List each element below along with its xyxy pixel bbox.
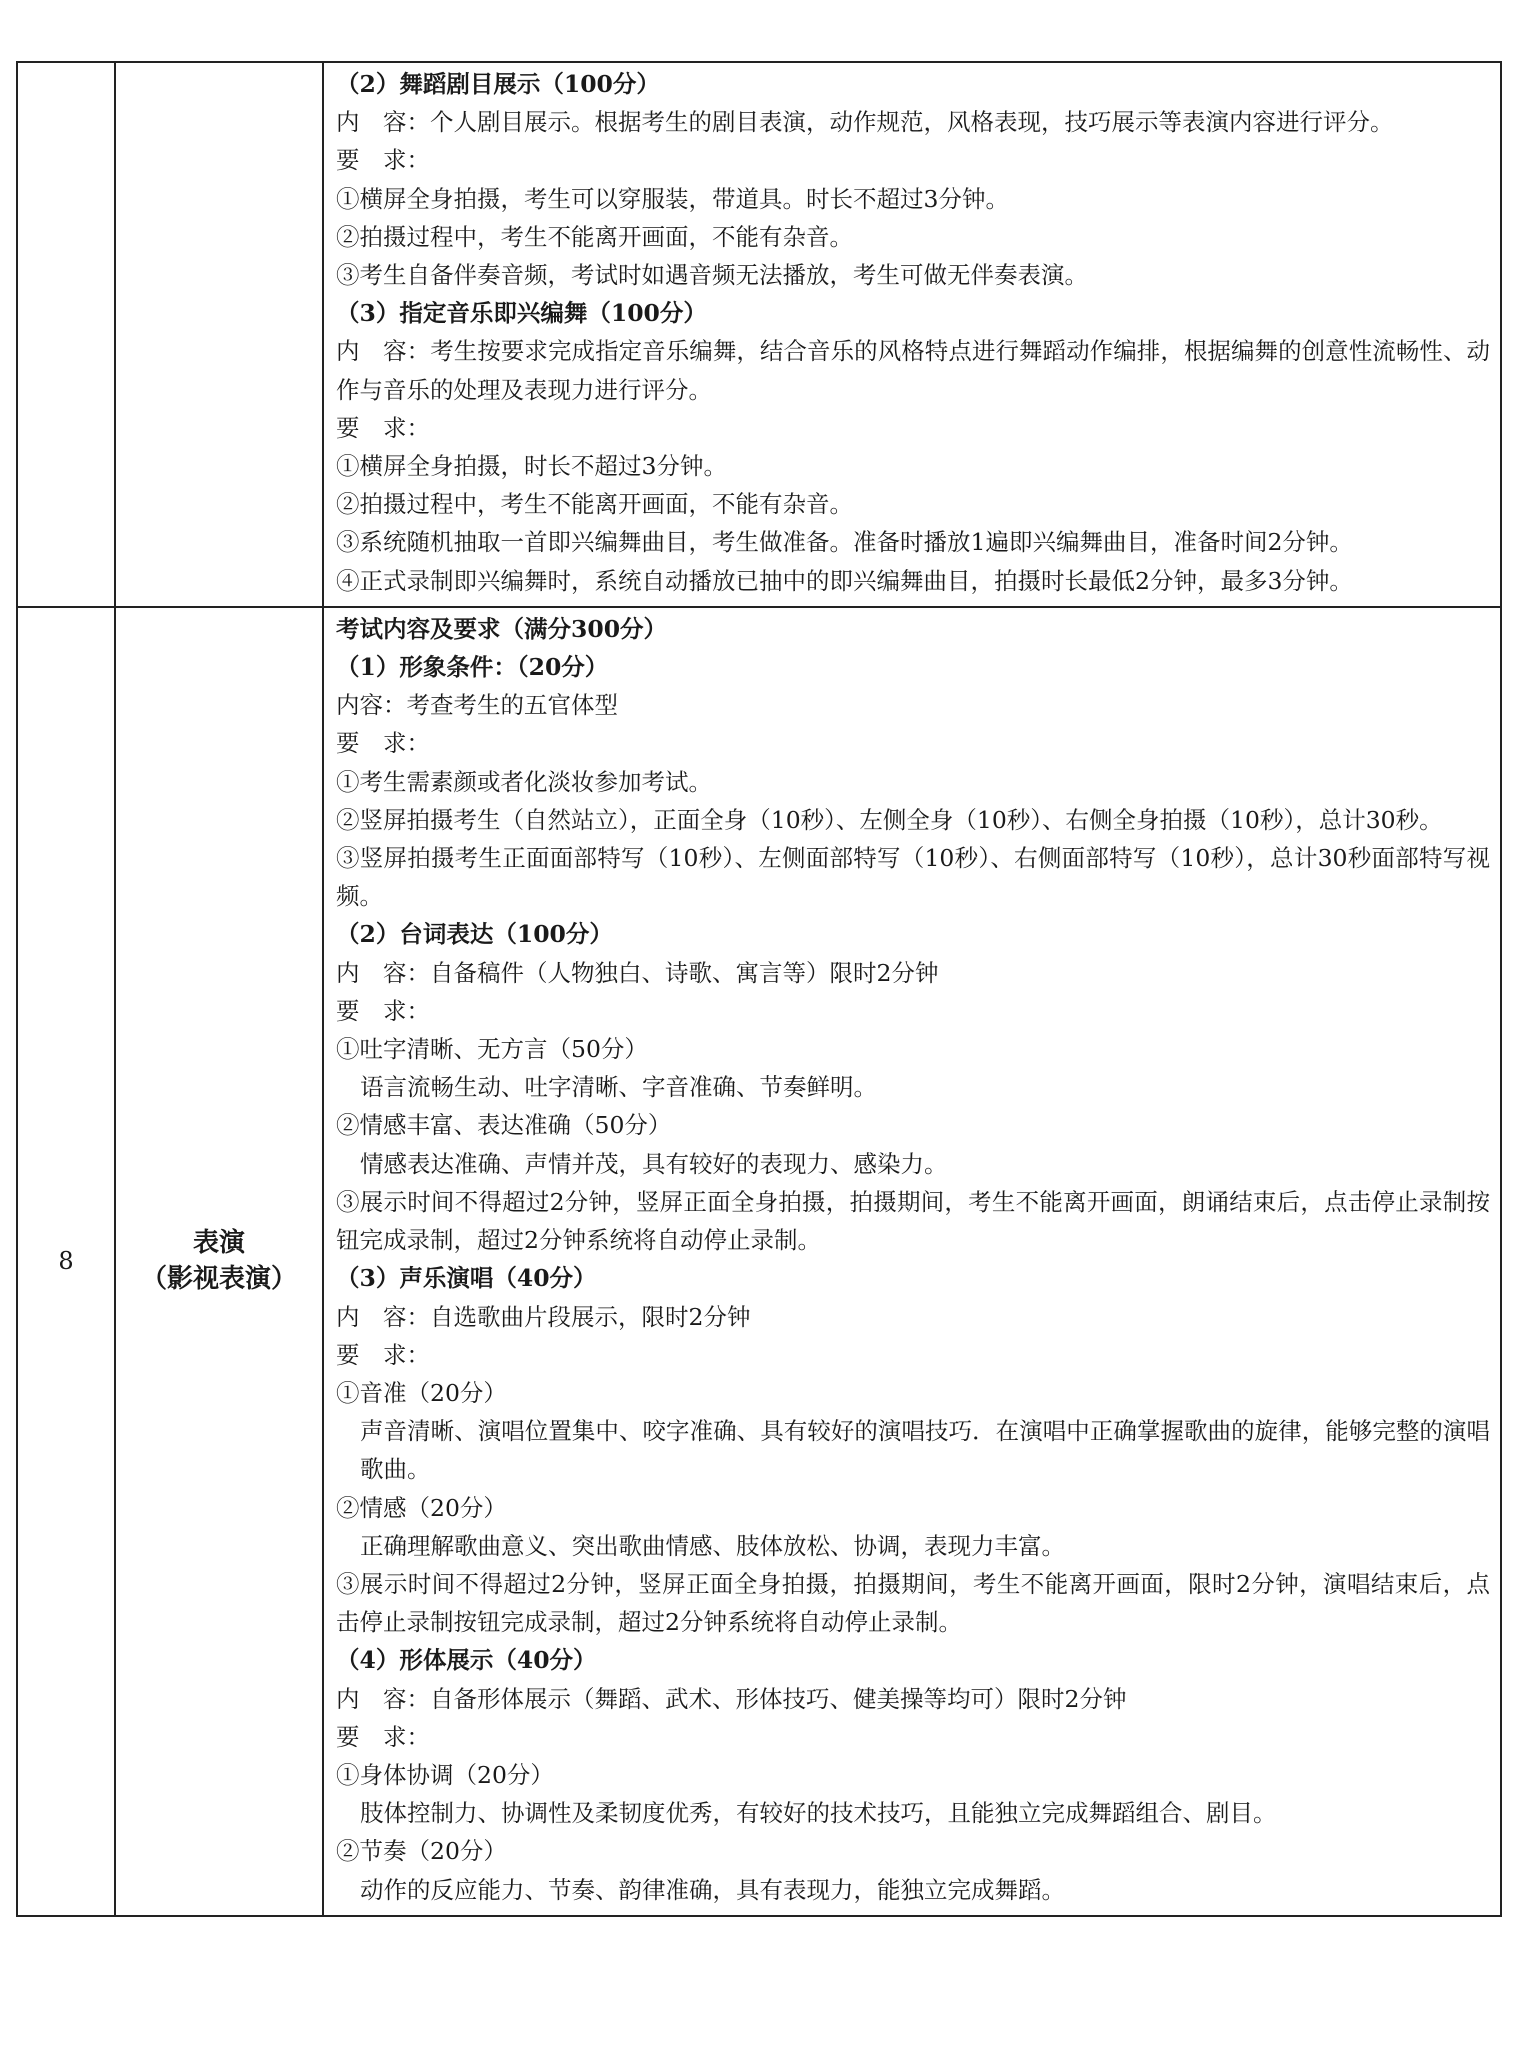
content-line: 要 求：	[336, 1340, 430, 1369]
content-line: ②情感（20分）	[336, 1493, 507, 1522]
section-heading: （3）指定音乐即兴编舞（100分）	[336, 299, 707, 328]
requirements-table	[16, 61, 1502, 1917]
section-heading: 考试内容及要求（满分300分）	[336, 614, 668, 643]
content-line: ①横屏全身拍摄，时长不超过3分钟。	[336, 452, 727, 481]
section-heading: （2）舞蹈剧目展示（100分）	[336, 70, 660, 98]
content-line: ③考生自备伴奏音频，考试时如遇音频无法播放，考生可做无伴奏表演。	[336, 261, 1088, 290]
row-number-cell	[17, 62, 115, 607]
content-line: 内 容：个人剧目展示。根据考生的剧目表演，动作规范，风格表现，技巧展示等表演内容进行评分。	[336, 108, 1394, 137]
subject-cell	[115, 62, 323, 607]
section-heading: （3）声乐演唱（40分）	[336, 1264, 597, 1293]
content-line: ②情感丰富、表达准确（50分）	[336, 1111, 672, 1140]
content-line: ③展示时间不得超过2分钟，竖屏正面全身拍摄，拍摄期间，考生不能离开画面，限时2分钟，演唱结束后，点击停止录制按钮完成录制，超过2分钟系统将自动停止录制。	[336, 1569, 1490, 1637]
row-number-cell: 8	[17, 607, 115, 1916]
content-line: ①横屏全身拍摄，考生可以穿服装，带道具。时长不超过3分钟。	[336, 184, 1009, 213]
content-line: ①音准（20分）	[336, 1378, 507, 1407]
content-line: ②竖屏拍摄考生（自然站立），正面全身（10秒）、左侧全身（10秒）、右侧全身拍摄（10秒），总计30秒。	[336, 805, 1443, 834]
content-line: ①身体协调（20分）	[336, 1760, 554, 1789]
subject-subname: （影视表演）	[140, 1264, 297, 1295]
content-lines	[324, 608, 1500, 1915]
table-row	[17, 607, 1501, 1916]
content-line: 要 求：	[336, 413, 430, 442]
content-line: ②拍摄过程中，考生不能离开画面，不能有杂音。	[336, 490, 853, 519]
content-line: 内 容：自备稿件（人物独白、诗歌、寓言等）限时2分钟	[336, 958, 939, 987]
content-line: ④正式录制即兴编舞时，系统自动播放已抽中的即兴编舞曲目，拍摄时长最低2分钟，最多3分钟。	[336, 566, 1353, 595]
content-line: ②拍摄过程中，考生不能离开画面，不能有杂音。	[336, 222, 853, 251]
content-line: ①考生需素颜或者化淡妆参加考试。	[336, 767, 712, 796]
content-line: ②节奏（20分）	[336, 1837, 507, 1866]
content-line: 要 求：	[336, 996, 430, 1025]
content-line: 内 容：考生按要求完成指定音乐编舞，结合音乐的风格特点进行舞蹈动作编排，根据编舞的创意性流畅性、动作与音乐的处理及表现力进行评分。	[336, 337, 1490, 404]
content-line: ③系统随机抽取一首即兴编舞曲目，考生做准备。准备时播放1遍即兴编舞曲目，准备时间2分钟。	[336, 528, 1353, 557]
content-cell	[323, 607, 1501, 1916]
table-row	[17, 62, 1501, 607]
content-line: 内 容：自选歌曲片段展示，限时2分钟	[336, 1302, 751, 1331]
content-line: 语言流畅生动、吐字清晰、字音准确、节奏鲜明。	[360, 1073, 877, 1102]
subject-cell	[115, 607, 323, 1916]
content-line: 动作的反应能力、节奏、韵律准确，具有表现力，能独立完成舞蹈。	[360, 1875, 1065, 1904]
content-line: 声音清晰、演唱位置集中、咬字准确、具有较好的演唱技巧．在演唱中正确掌握歌曲的旋律，能够完整的演唱歌曲。	[360, 1417, 1490, 1484]
content-line: 肢体控制力、协调性及柔韧度优秀，有较好的技术技巧，且能独立完成舞蹈组合、剧目。	[360, 1799, 1277, 1828]
subject-name: 表演	[192, 1228, 245, 1259]
content-line: 要 求：	[336, 146, 430, 175]
content-line: 要 求：	[336, 1722, 430, 1751]
content-line: ①吐字清晰、无方言（50分）	[336, 1035, 648, 1064]
content-lines	[324, 63, 1500, 606]
content-line: 内容：考查考生的五官体型	[336, 691, 618, 720]
content-line: ③展示时间不得超过2分钟，竖屏正面全身拍摄，拍摄期间，考生不能离开画面，朗诵结束后，点击停止录制按钮完成录制，超过2分钟系统将自动停止录制。	[336, 1187, 1490, 1255]
section-heading: （1）形象条件：（20分）	[336, 653, 609, 682]
content-line: 要 求：	[336, 729, 430, 758]
content-line: 情感表达准确、声情并茂，具有较好的表现力、感染力。	[360, 1149, 948, 1178]
content-line: 内 容：自备形体展示（舞蹈、武术、形体技巧、健美操等均可）限时2分钟	[336, 1684, 1127, 1713]
content-line: ③竖屏拍摄考生正面面部特写（10秒）、左侧面部特写（10秒）、右侧面部特写（10秒），总计30秒面部特写视频。	[336, 844, 1490, 911]
section-heading: （4）形体展示（40分）	[336, 1646, 597, 1675]
content-line: 正确理解歌曲意义、突出歌曲情感、肢体放松、协调，表现力丰富。	[360, 1531, 1065, 1560]
section-heading: （2）台词表达（100分）	[336, 920, 613, 949]
content-cell	[323, 62, 1501, 607]
